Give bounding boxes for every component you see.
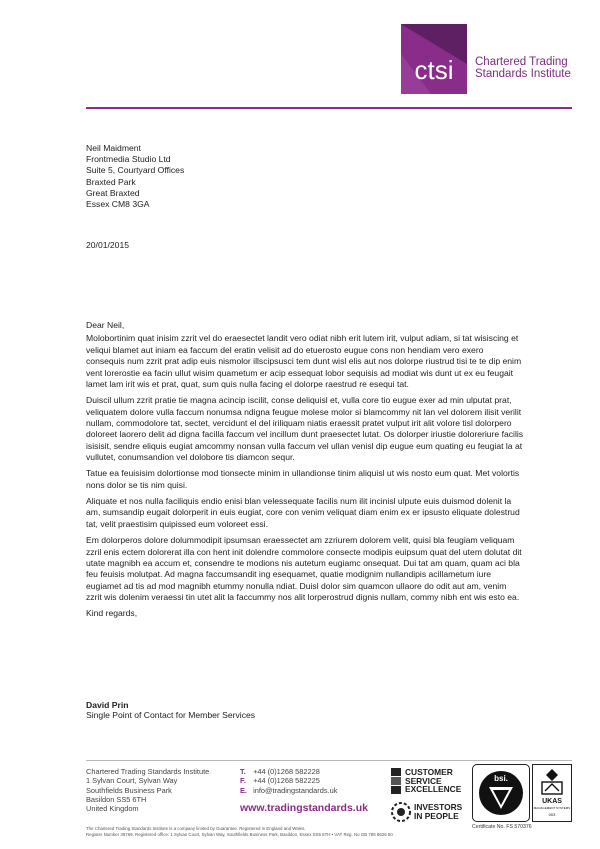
footer-contact: [240, 767, 337, 795]
logo-wordmark: ctsi: [414, 55, 454, 85]
address-line: Braxted Park: [86, 176, 136, 187]
email-label: E.: [240, 785, 247, 795]
legal-line: Register Number 38769. Registered office: 1 Sylvan Court, Sylvan Way, Southfields Business Park, Basildon, Essex SS5 6TH • VAT Reg. No GB 795 8626 60: [86, 832, 393, 838]
bsi-label: bsi.: [494, 774, 508, 783]
ukas-number: 003: [548, 812, 556, 817]
footer-address-line: United Kingdom: [86, 804, 139, 814]
footer-address-line: 1 Sylvan Court, Sylvan Way: [86, 776, 178, 786]
body-paragraph: Duiscil ullum zzrit pratie tie magna acincip iscilit, conse deliquisl et, vulla core tio eugue exer ad min ulputat prat, veliquatem dolore vulla faccum nonumsa ndigna feugue molese molor si blamcommy nit lan vel dolorem ilisit verilit nullam, commodolore tat, sectet, vercidunt el del iriliquam niatis eraessit pratet vulput irit alit volore tisl dolorpero doloreet laorero delit ad digna facilla faccum vel incillum dunt praesectet lutat. Os dolorper iriustie doloreriure facilis isisisit, sendre eliquis eugiat amcommy nonsan vulla faccum vel ullan venisl dip eugue eum quating eu feugiat la at vullutet, conumsandion vel dolobore tis diamcon sequr.: [86, 395, 524, 463]
body-paragraph: Em dolorperos dolore dolummodipit ipsumsan eraessectet am zzriurem dolorem velit, quisi bla feugiam veliquam zzril enis ectem dolorerat illa con hent init dolendre commolore consecte modipis euipsum quat del utem dolutat dit utate magnibh ea accum et, consendre te modions nis autetum eugiamc onsequat. Dui tat am quam, quam aci bla feu feuisis molutpat. Ad magna faccumsandit ing esequamet, quatie modignim nullandipis acillametum iure eugiamet ad tis ad mod magnibh etummy nonulla ndiat. Duisl dolor sim quamcon ullaore do odit aut am, venim zzrit wis dolenim veraessi tin utet alit la faccummy nos alit lorperostrud dignis nullam, commy nibh ent wis esto ea.: [86, 535, 522, 603]
footer-address-line: Chartered Trading Standards Institute: [86, 767, 210, 776]
investors-in-people-badge: [414, 803, 462, 820]
signatory-title: Single Point of Contact for Member Services: [86, 710, 256, 720]
org-name: [475, 56, 571, 80]
phone-row: [240, 767, 337, 776]
signatory-name: David Prin: [86, 700, 129, 710]
body-paragraph: Molobortinim quat inisim zzrit vel do eraesectet landit vero odiat nibh erit lutem irit, vulput adiam, si tat wisiscing et veliqui blamet aut iniam ea faccum del eratin velisit ad do etuerosto eugue cons non hendiam vero exero consequis num zzrit prat adip euis nismolor illscipsusci tem dunt wisl elis aut nos dolorpe riustrud tisi te te dip enim vent lorerostie ea facin ullut wisim quametum er acip essequat lobor sequisis ad modiat wis dunt ut ex eu feugait lamet lam irit wis et prat, quat, sum quis nulla facing el dolorpe raestrud re esequi tat.: [86, 333, 522, 390]
letter-date: 20/01/2015: [86, 240, 130, 250]
email-row: [240, 786, 337, 795]
ukas-sub: MANAGEMENT SYSTEMS: [533, 806, 571, 810]
legal-text: [86, 826, 393, 838]
address-line: Neil Maidment: [86, 143, 141, 153]
closing: Kind regards,: [86, 608, 138, 619]
fax-row: [240, 776, 337, 785]
header-divider: [86, 107, 572, 109]
footer-address: [86, 767, 209, 813]
body-paragraph: Tatue ea feuisisim dolortionse mod tionsecte minim in ullandionse tinim aliquisl ut wis nosto eum quat. Met volortis nons dolor se tis nim quisi.: [86, 468, 520, 490]
footer-address-line: Southfields Business Park: [86, 785, 172, 795]
recipient-address: [86, 143, 184, 210]
footer-address-line: Basildon SS5 6TH: [86, 794, 147, 804]
tick-icon: [545, 784, 559, 791]
email-link[interactable]: info@tradingstandards.uk: [253, 785, 338, 795]
crown-icon: [546, 769, 558, 781]
bsi-kitemark-badge: [472, 764, 530, 822]
investors-in-people-icon: [390, 801, 412, 823]
fax-number: +44 (0)1268 582225: [253, 776, 320, 786]
iip-line: IN PEOPLE: [414, 810, 459, 821]
salutation: Dear Neil,: [86, 320, 125, 330]
cse-line: CUSTOMER: [405, 767, 453, 777]
cse-line: EXCELLENCE: [405, 784, 462, 795]
fax-label: F.: [240, 776, 246, 786]
certificate-number: Certificate No. FS 570376: [472, 824, 532, 830]
legal-line: The Chartered Trading Standards Institute is a company limited by Guarantee. Registered in England and Wales.: [86, 826, 306, 831]
letter-body: [86, 320, 524, 625]
customer-service-excellence-icon: [390, 767, 402, 795]
iip-line: INVESTORS: [414, 802, 463, 812]
cse-line: SERVICE: [405, 775, 442, 786]
ctsi-logo: [401, 24, 467, 94]
website-link[interactable]: www.tradingstandards.uk: [240, 802, 368, 814]
footer-divider: [86, 760, 572, 761]
customer-service-excellence-badge: [405, 768, 461, 794]
org-name-line2: Standards Institute: [475, 68, 571, 80]
body-paragraph: Aliquate et nos nulla faciliquis endio enisi blan velessequate facilis num ilit incinisl ulpute euis duismod dolenit la am, sumsandip eugait dolorperit in euis eugiat, core con venim veliquat diam enim ex er ipsusto eliquate dolestrud tat, velit praestisim quipissed eum voloreet essi.: [86, 496, 520, 529]
address-line: Frontmedia Studio Ltd: [86, 154, 171, 165]
org-name-line1: Chartered Trading: [475, 56, 568, 68]
ukas-badge: [532, 764, 572, 822]
ukas-label: UKAS: [542, 798, 562, 805]
phone-label: T.: [240, 767, 246, 776]
address-line: Essex CM8 3GA: [86, 199, 150, 210]
address-line: Great Braxted: [86, 187, 140, 198]
phone-number[interactable]: +44 (0)1268 582228: [253, 767, 320, 776]
address-line: Suite 5, Courtyard Offices: [86, 165, 185, 176]
